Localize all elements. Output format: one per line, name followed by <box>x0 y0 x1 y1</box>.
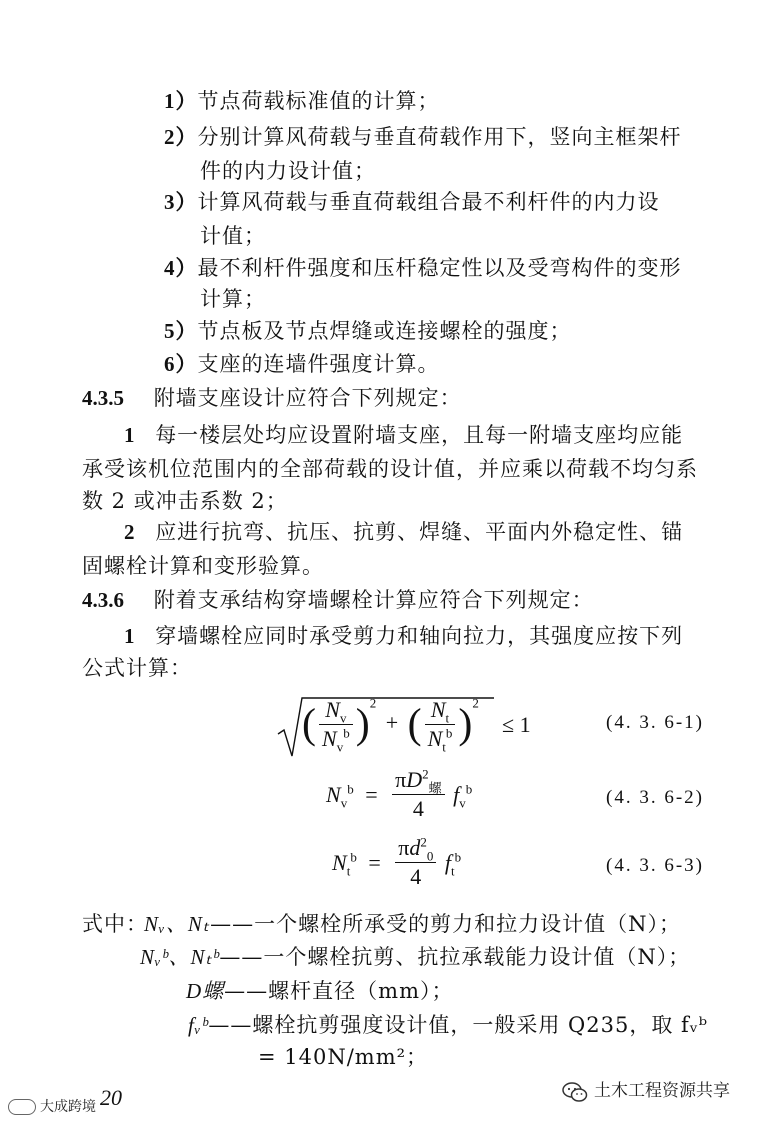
equation-body: ( $\frac{N_v}{N_v^b}$ )$^2$ + ( $\frac{N_t}{N_t^b}$ )$^2$ <box>302 695 479 755</box>
list-text: 节点荷载标准值的计算； <box>197 89 440 113</box>
legend-desc: ——一个螺栓所承受的剪力和拉力设计值（N）； <box>210 912 681 936</box>
section-4-3-6-heading <box>82 585 594 615</box>
section-number: 4.3.5 <box>82 386 124 410</box>
watermark-right: 土木工程资源共享 <box>562 1076 730 1103</box>
list-number: 1） <box>164 89 198 113</box>
equation-number-3: (4. 3. 6-3) <box>606 855 704 876</box>
legend-symbol: D螺 <box>186 979 225 1003</box>
legend-desc: ——螺栓抗剪强度设计值，一般采用 Q235，取 fᵥᵇ <box>208 1013 709 1037</box>
legend-item-4-cont: = 140N/mm²； <box>258 1045 429 1069</box>
legend-intro: 式中： <box>82 912 148 936</box>
legend-item-4 <box>188 1010 708 1040</box>
section-4-3-6-item-1 <box>124 621 683 651</box>
list-number: 6） <box>164 352 198 376</box>
legend-item-3 <box>186 976 454 1006</box>
list-text: 节点板及节点焊缝或连接螺栓的强度； <box>197 319 572 343</box>
section-title: 附着支承结构穿墙螺栓计算应符合下列规定： <box>153 588 594 612</box>
list-text: 分别计算风荷载与垂直荷载作用下，竖向主框架杆 <box>197 125 682 149</box>
list-item-3 <box>164 187 660 217</box>
item-text: 应进行抗弯、抗压、抗剪、焊缝、平面内外稳定性、锚 <box>155 520 684 544</box>
list-item-2-cont: 件的内力设计值； <box>200 159 376 183</box>
legend-item-2 <box>140 942 690 972</box>
section-4-3-5-heading <box>82 383 462 413</box>
legend-desc: ——一个螺栓抗剪、抗拉承载能力设计值（N）； <box>219 945 691 969</box>
section-4-3-6-item-1-line-2: 公式计算： <box>82 656 192 680</box>
watermark-logo-icon <box>8 1099 36 1115</box>
list-number: 3） <box>164 190 198 214</box>
equation-4-3-6-3: $N_t^b$ = $\frac{\pi d^2_0}{4}$ $f_t^b$ <box>332 834 462 889</box>
list-item-2 <box>164 122 682 152</box>
item-number: 1 <box>124 423 136 447</box>
list-item-4-cont: 计算； <box>200 287 266 311</box>
list-item-4 <box>164 253 682 283</box>
equation-rhs: ≤ 1 <box>502 712 531 737</box>
section-4-3-5-item-2 <box>124 517 683 547</box>
fraction-nv: $\frac{N_v}{N_v^b}$ <box>319 698 353 751</box>
item-number: 1 <box>124 624 136 648</box>
equation-number-2: (4. 3. 6-2) <box>606 787 704 808</box>
legend-symbol: Nᵥ、Nₜ <box>144 912 211 936</box>
section-number: 4.3.6 <box>82 588 124 612</box>
list-item-6 <box>164 349 440 379</box>
equation-number-1: (4. 3. 6-1) <box>606 712 704 733</box>
section-title: 附墙支座设计应符合下列规定： <box>153 386 462 410</box>
section-4-3-5-item-1 <box>124 420 683 450</box>
fraction-nt: $\frac{N_t}{N_t^b}$ <box>425 698 456 751</box>
legend-symbol: fᵥᵇ <box>188 1013 209 1037</box>
list-number: 5） <box>164 319 198 343</box>
watermark-left: 大成跨境 <box>8 1096 96 1116</box>
list-text: 计算风荷载与垂直荷载组合最不利杆件的内力设 <box>197 190 660 214</box>
equation-4-3-6-2: $N_v^b$ = $\frac{\pi D^2_螺}{4}$ $f_v^b$ <box>326 766 473 821</box>
section-4-3-5-item-1-line-3: 数 2 或冲击系数 2； <box>82 489 288 513</box>
legend-desc: ——螺杆直径（mm）； <box>224 979 454 1003</box>
list-item-5 <box>164 316 572 346</box>
list-item-3-cont: 计值； <box>200 224 266 248</box>
list-text: 支座的连墙件强度计算。 <box>197 352 440 376</box>
list-item-1 <box>164 86 440 116</box>
list-text: 最不利杆件强度和压杆稳定性以及受弯构件的变形 <box>197 256 682 280</box>
legend-item-1 <box>144 909 681 939</box>
list-number: 2） <box>164 125 198 149</box>
item-number: 2 <box>124 520 136 544</box>
legend-symbol: Nᵥᵇ、Nₜᵇ <box>140 945 220 969</box>
list-number: 4） <box>164 256 198 280</box>
item-text: 每一楼层处均应设置附墙支座，且每一附墙支座均应能 <box>155 423 684 447</box>
section-4-3-5-item-2-line-2: 固螺栓计算和变形验算。 <box>82 554 324 578</box>
item-text: 穿墙螺栓应同时承受剪力和轴向拉力，其强度应按下列 <box>155 624 684 648</box>
wechat-icon <box>562 1081 588 1103</box>
page-number: 20 <box>100 1085 122 1110</box>
section-4-3-5-item-1-line-2: 承受该机位范围内的全部荷载的设计值，并应乘以荷载不均匀系 <box>82 457 698 481</box>
